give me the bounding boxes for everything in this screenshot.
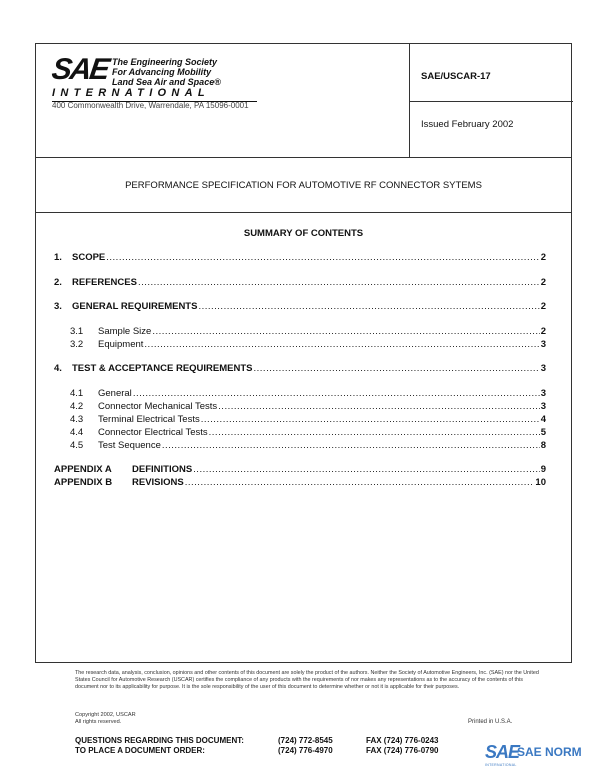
toc-entry-label: General (98, 388, 132, 399)
toc-entry-page: 3 (540, 339, 546, 350)
toc-entry (70, 401, 546, 412)
stamp-text: SAE NORM (517, 745, 582, 759)
rights-line: All rights reserved. (75, 719, 122, 725)
toc-entry-page: 3 (540, 388, 546, 399)
document-title: PERFORMANCE SPECIFICATION FOR AUTOMOTIVE RF CONNECTOR SYTEMS (125, 180, 482, 191)
toc-entry (70, 339, 546, 350)
toc-entry-label: Equipment (98, 339, 144, 350)
issue-date: Issued February 2002 (421, 119, 514, 130)
toc-entry-number: 4.2 (70, 401, 84, 412)
questions-phone: (724) 772-8545 (278, 736, 333, 745)
toc-entry-label: Terminal Electrical Tests (98, 414, 200, 425)
disclaimer: The research data, analysis, conclusion, opinions and other contents of this document are solely the product of the authors. Neither the Society of Automotive Engineers, Inc. (SAE) nor the United States Council for Automotive Research (USCAR) certifies the compliance of any products with the requirements of nor makes any representations as to the accuracy of the contents of this document nor to its applicability for purpose. It is the sole responsibility of the user of this document to determine whether or not it is applicable for their purposes. (75, 670, 539, 691)
toc-entry (70, 326, 546, 337)
toc-entry-number: 4.3 (70, 414, 84, 425)
toc-entry-page: 3 (540, 363, 546, 374)
header-divider (36, 157, 571, 158)
toc-entry-number: 4.5 (70, 440, 84, 451)
toc-entry-label: DEFINITIONS (132, 464, 193, 475)
toc-leader-dots (138, 277, 540, 288)
toc-leader-dots (254, 363, 540, 374)
printed-in: Printed in U.S.A. (468, 719, 513, 725)
toc-entry-page: 4 (540, 414, 546, 425)
toc-leader-dots (185, 477, 535, 488)
toc-entry-number: APPENDIX B (54, 477, 113, 488)
toc-entry-label: REFERENCES (72, 277, 137, 288)
toc-entry-label: REVISIONS (132, 477, 184, 488)
order-fax: FAX (724) 776-0790 (366, 746, 439, 755)
order-label: TO PLACE A DOCUMENT ORDER: (75, 746, 205, 755)
logo-international: INTERNATIONAL (52, 87, 210, 99)
logo-tagline: The Engineering Society For Advancing Mobility Land Sea Air and Space® (112, 57, 221, 87)
toc-entry (70, 414, 546, 425)
toc-entry (54, 363, 546, 374)
sae-norm-stamp (485, 742, 600, 776)
toc-entry-label: Connector Mechanical Tests (98, 401, 218, 412)
toc-leader-dots (201, 414, 540, 425)
toc-leader-dots (144, 339, 539, 350)
stamp-mark: SAE (485, 742, 520, 762)
toc-entry-page: 2 (540, 301, 546, 312)
toc-entry-number: 3.1 (70, 326, 84, 337)
toc-entry (54, 477, 546, 488)
toc-entry (70, 440, 546, 451)
toc-leader-dots (152, 326, 539, 337)
toc-entry-page: 8 (540, 440, 546, 451)
order-phone: (724) 776-4970 (278, 746, 333, 755)
toc-entry-page: 2 (540, 252, 546, 263)
stamp-subtext: INTERNATIONAL (485, 763, 517, 767)
toc-entry (70, 427, 546, 438)
toc-leader-dots (209, 427, 540, 438)
document-number: SAE/USCAR-17 (421, 71, 491, 82)
logo-mark: SAE (49, 53, 111, 86)
toc-entry-page: 9 (540, 464, 546, 475)
toc-entry-number: 3.2 (70, 339, 84, 350)
toc-entry-page: 2 (540, 326, 546, 337)
toc-entry-label: Sample Size (98, 326, 152, 337)
copyright (75, 712, 136, 726)
toc-entry-number: 4.4 (70, 427, 84, 438)
toc-entry-page: 3 (540, 401, 546, 412)
toc-leader-dots (193, 464, 540, 475)
toc-entry-number: APPENDIX A (54, 464, 112, 475)
title-divider (36, 212, 571, 213)
toc-entry-label: Test Sequence (98, 440, 161, 451)
toc-leader-dots (133, 388, 540, 399)
toc-entry-page: 2 (540, 277, 546, 288)
document-frame (35, 43, 572, 663)
toc-entry-number: 2. (54, 277, 62, 288)
toc-entry (70, 388, 546, 399)
toc-entry-label: SCOPE (72, 252, 106, 263)
questions-fax: FAX (724) 776-0243 (366, 736, 439, 745)
toc-leader-dots (106, 252, 539, 263)
toc-entry-label: GENERAL REQUIREMENTS (72, 301, 198, 312)
copyright-line: Copyright 2002, USCAR (75, 712, 136, 718)
toc-entry (54, 464, 546, 475)
toc-entry-number: 4. (54, 363, 62, 374)
toc-leader-dots (198, 301, 539, 312)
toc-entry-label: Connector Electrical Tests (98, 427, 208, 438)
toc-entry (54, 252, 546, 263)
toc-entry-number: 3. (54, 301, 62, 312)
header-divider-right (409, 101, 573, 102)
toc-entry-page: 5 (540, 427, 546, 438)
toc-entry-number: 1. (54, 252, 62, 263)
toc-entry-page: 10 (535, 477, 546, 488)
questions-label: QUESTIONS REGARDING THIS DOCUMENT: (75, 736, 244, 745)
toc-entry-label: TEST & ACCEPTANCE REQUIREMENTS (72, 363, 253, 374)
toc-entry (54, 301, 546, 312)
toc-entry (54, 277, 546, 288)
toc-leader-dots (218, 401, 540, 412)
toc-leader-dots (162, 440, 540, 451)
toc-entry-number: 4.1 (70, 388, 84, 399)
toc-heading: SUMMARY OF CONTENTS (243, 228, 364, 239)
address: 400 Commonwealth Drive, Warrendale, PA 15096-0001 (52, 101, 249, 110)
